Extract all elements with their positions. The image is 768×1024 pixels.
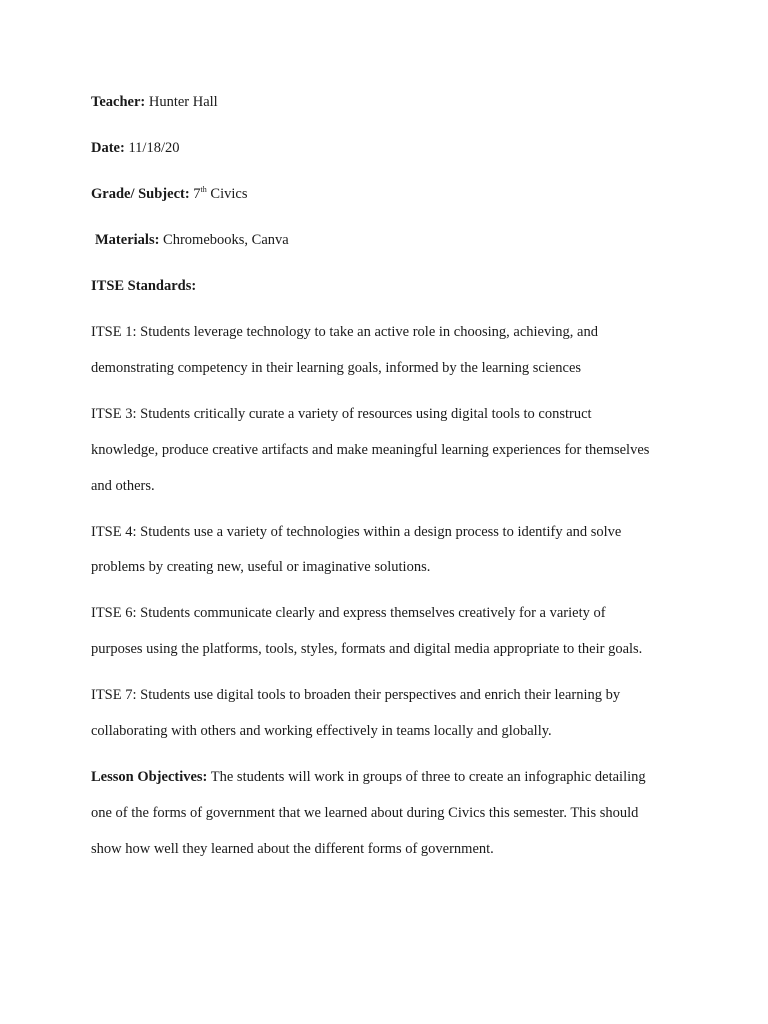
materials-line	[95, 231, 289, 249]
standard-3-line-3: and others.	[91, 478, 155, 494]
materials-value: Chromebooks, Canva	[163, 232, 289, 248]
standard-3-line-1: ITSE 3: Students critically curate a variety of resources using digital tools to construct	[91, 406, 592, 422]
standard-1-line-2: demonstrating competency in their learning goals, informed by the learning sciences	[91, 360, 582, 376]
grade-subject: Civics	[210, 186, 248, 202]
date-label: Date:	[91, 140, 125, 156]
standard-7-line-1: ITSE 7: Students use digital tools to broaden their perspectives and enrich their learning by	[91, 687, 621, 703]
materials-label: Materials:	[95, 232, 160, 248]
standard-3-line-2: knowledge, produce creative artifacts and make meaningful learning experiences for themselves	[91, 442, 650, 458]
objectives-label: Lesson Objectives:	[91, 769, 208, 785]
standards-heading: ITSE Standards:	[91, 278, 197, 294]
standard-1-code: ITSE 1	[91, 324, 133, 340]
objectives-line-2: one of the forms of government that we learned about during Civics this semester. This should	[91, 805, 639, 821]
teacher-label: Teacher:	[91, 94, 146, 110]
grade-suffix: th	[200, 185, 207, 194]
standard-6-line-2: purposes using the platforms, tools, styles, formats and digital media appropriate to their goals.	[91, 641, 643, 657]
grade-subject-line	[91, 185, 247, 203]
objectives-line-1: Lesson Objectives: The students will work in groups of three to create an infographic detailing	[91, 769, 646, 785]
standard-6-code: ITSE 6	[91, 605, 133, 621]
date-line	[91, 139, 179, 157]
standard-4-line-2: problems by creating new, useful or imaginative solutions.	[91, 559, 431, 575]
date-value: 11/18/20	[128, 140, 180, 156]
teacher-line	[91, 93, 218, 111]
standard-4-code: ITSE 4	[91, 524, 133, 540]
standard-7-code: ITSE 7	[91, 687, 133, 703]
standard-4-line-1: ITSE 4: Students use a variety of technologies within a design process to identify and solve	[91, 524, 622, 540]
teacher-value: Hunter Hall	[148, 94, 218, 110]
standard-3-code: ITSE 3	[91, 406, 133, 422]
grade-subject-label: Grade/ Subject:	[91, 186, 190, 202]
standard-7-line-2: collaborating with others and working effectively in teams locally and globally.	[91, 723, 552, 739]
standard-1-line-1: ITSE 1: Students leverage technology to take an active role in choosing, achieving, and	[91, 324, 598, 340]
objectives-line-3: show how well they learned about the different forms of government.	[91, 841, 494, 857]
standard-6-line-1: ITSE 6: Students communicate clearly and express themselves creatively for a variety of	[91, 605, 606, 621]
grade-number: 7	[193, 186, 201, 202]
